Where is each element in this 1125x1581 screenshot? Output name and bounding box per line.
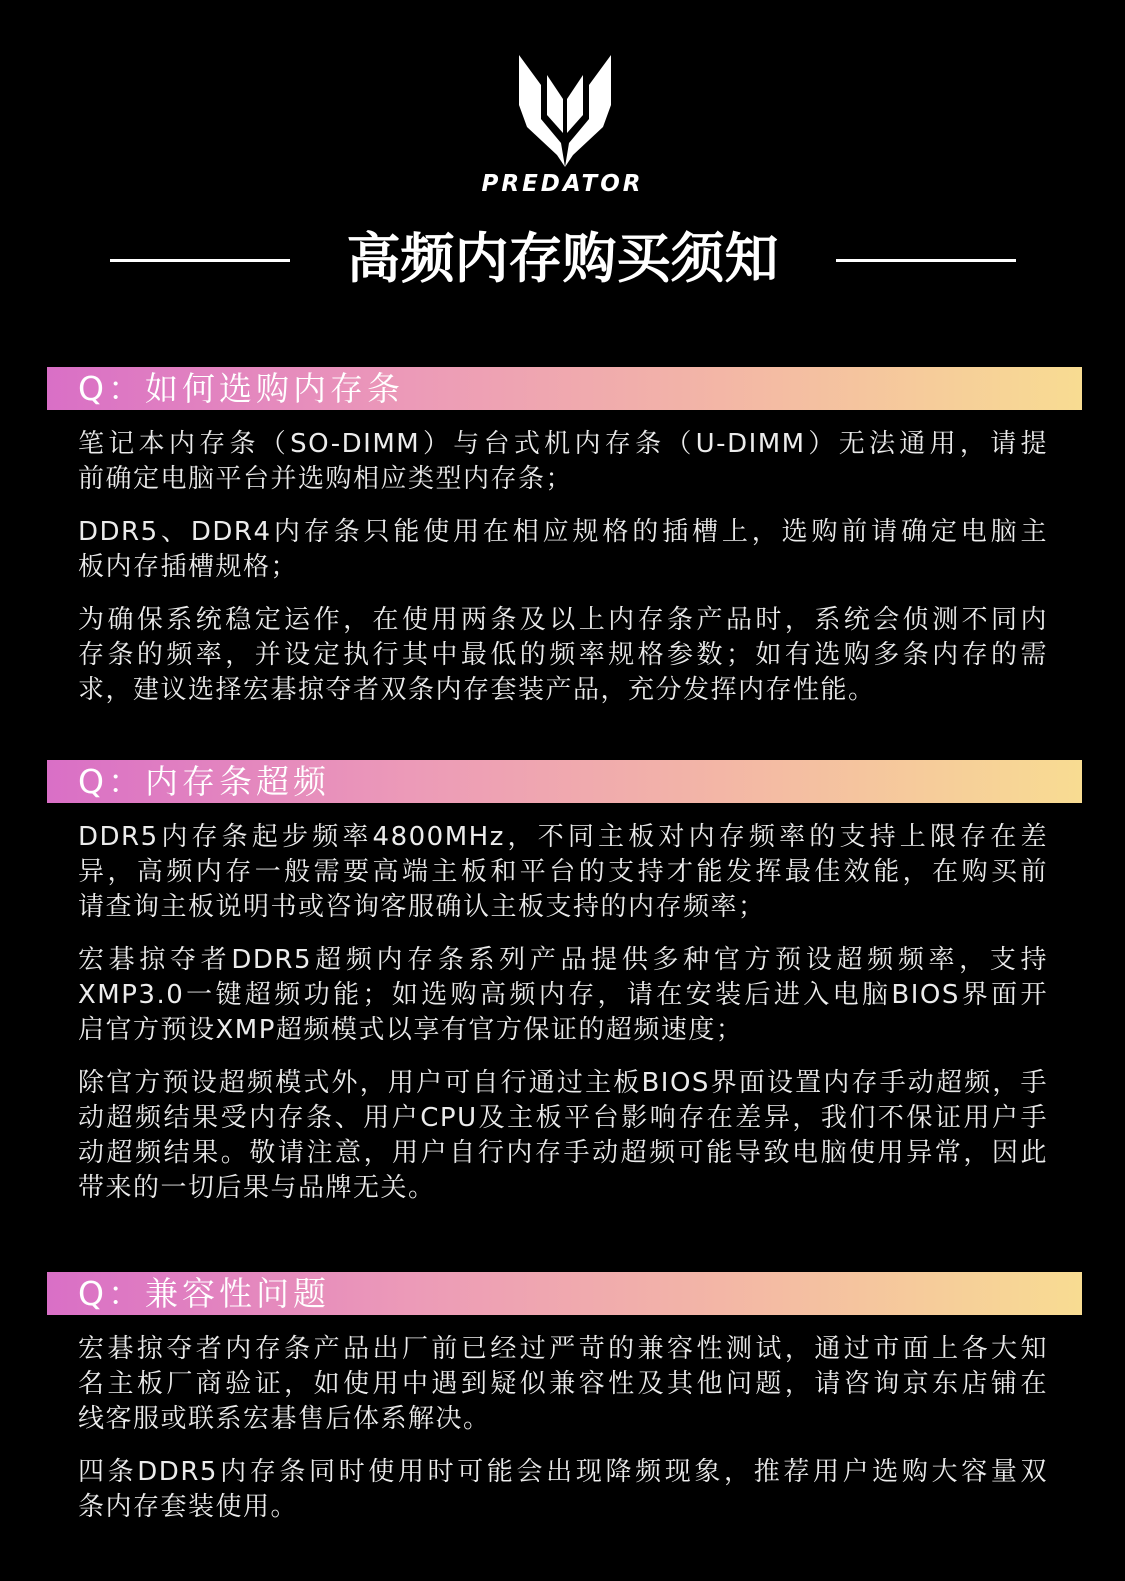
paragraph-line: 宏碁掠夺者DDR5超频内存条系列产品提供多种官方预设超频频率，支持	[78, 945, 1048, 975]
paragraph-line: 宏碁掠夺者内存条产品出厂前已经过严苛的兼容性测试，通过市面上各大知	[78, 1334, 1048, 1364]
paragraph-line: 异，高频内存一般需要高端主板和平台的支持才能发挥最佳效能，在购买前	[78, 857, 1048, 887]
question-bar: Q：如何选购内存条	[47, 367, 1082, 410]
paragraph-line: 名主板厂商验证，如使用中遇到疑似兼容性及其他问题，请咨询京东店铺在	[78, 1369, 1048, 1399]
answer-paragraph	[78, 820, 1048, 925]
faq-section-compatibility	[47, 1272, 1082, 1525]
paragraph-line: 四条DDR5内存条同时使用时可能会出现降频现象，推荐用户选购大容量双	[78, 1457, 1048, 1487]
question-bar: Q：兼容性问题	[47, 1272, 1082, 1315]
answer-paragraph	[78, 1332, 1048, 1437]
title-divider-right	[836, 259, 1016, 262]
paragraph-line: 笔记本内存条（SO-DIMM）与台式机内存条（U-DIMM）无法通用，请提	[78, 429, 1048, 459]
logo-wordmark: PREDATOR	[481, 171, 644, 197]
paragraph-line: 求，建议选择宏碁掠夺者双条内存套装产品，充分发挥内存性能。	[78, 675, 876, 705]
paragraph-line: 请查询主板说明书或咨询客服确认主板支持的内存频率；	[78, 892, 766, 922]
predator-logo	[517, 55, 613, 167]
paragraph-line: 前确定电脑平台并选购相应类型内存条；	[78, 464, 574, 494]
faq-section-choose	[47, 367, 1082, 708]
paragraph-line: 条内存套装使用。	[78, 1492, 299, 1522]
paragraph-line: 启官方预设XMP超频模式以享有官方保证的超频速度；	[78, 1015, 744, 1045]
paragraph-line: 动超频结果受内存条、用户CPU及主板平台影响存在差异，我们不保证用户手	[78, 1103, 1048, 1133]
paragraph-line: DDR5、DDR4内存条只能使用在相应规格的插槽上，选购前请确定电脑主	[78, 517, 1048, 547]
answer-paragraph	[78, 515, 1048, 585]
paragraph-line: 板内存插槽规格；	[78, 552, 299, 582]
question-bar: Q：内存条超频	[47, 760, 1082, 803]
page-title: 高频内存购买须知	[346, 227, 779, 290]
answer-paragraph	[78, 427, 1048, 497]
paragraph-line: 带来的一切后果与品牌无关。	[78, 1173, 436, 1203]
paragraph-line: XMP3.0一键超频功能；如选购高频内存，请在安装后进入电脑BIOS界面开	[78, 980, 1048, 1010]
paragraph-line: 除官方预设超频模式外，用户可自行通过主板BIOS界面设置内存手动超频，手	[78, 1068, 1048, 1098]
paragraph-line: 存条的频率，并设定执行其中最低的频率规格参数；如有选购多条内存的需	[78, 640, 1048, 670]
answer-paragraph	[78, 603, 1048, 708]
predator-logo-icon	[517, 55, 613, 167]
paragraph-line: DDR5内存条起步频率4800MHz，不同主板对内存频率的支持上限存在差	[78, 822, 1048, 852]
title-row	[0, 229, 1125, 289]
paragraph-line: 动超频结果。敬请注意，用户自行内存手动超频可能导致电脑使用异常，因此	[78, 1138, 1048, 1168]
answer-paragraph	[78, 1455, 1048, 1525]
answer-paragraph	[78, 943, 1048, 1048]
faq-section-overclock	[47, 760, 1082, 1206]
answer-paragraph	[78, 1066, 1048, 1206]
paragraph-line: 为确保系统稳定运作，在使用两条及以上内存条产品时，系统会侦测不同内	[78, 605, 1048, 635]
paragraph-line: 线客服或联系宏碁售后体系解决。	[78, 1404, 491, 1434]
